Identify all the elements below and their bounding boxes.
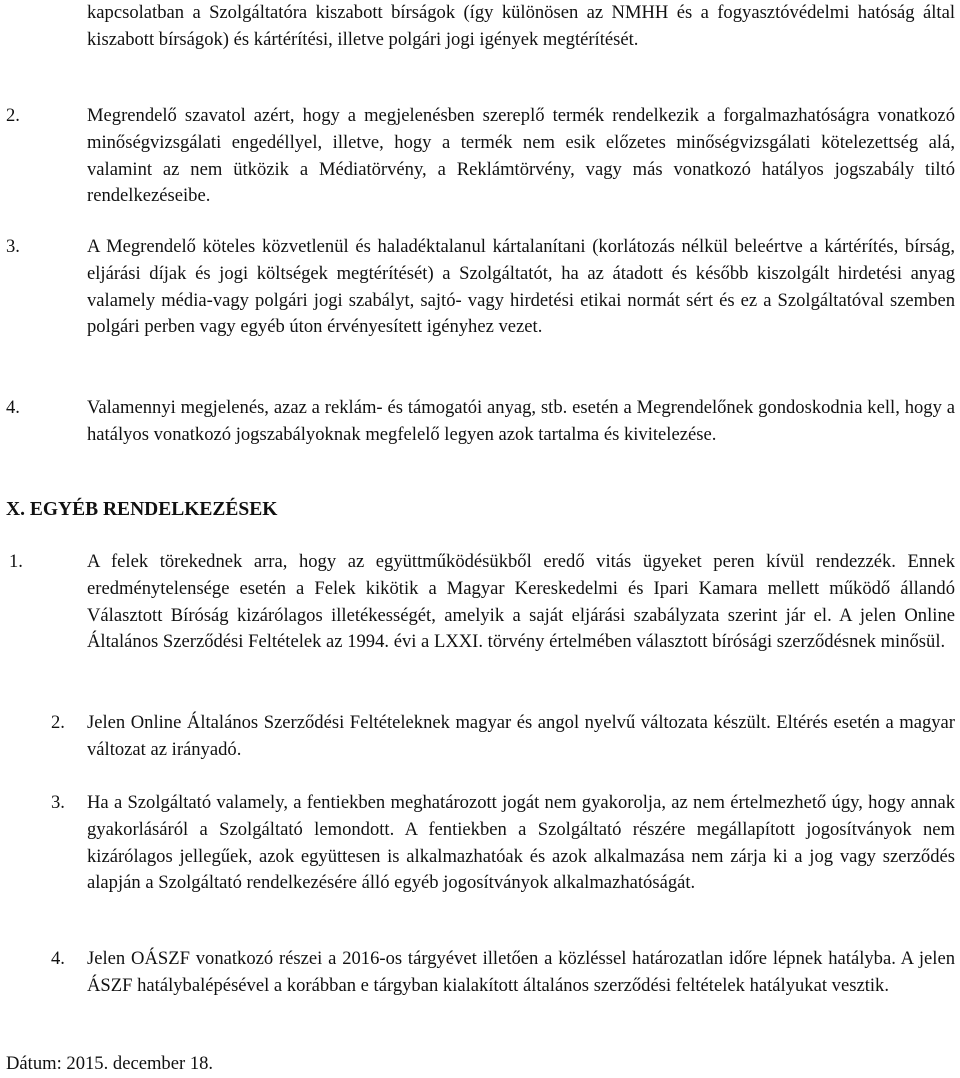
item-number: 4. (6, 397, 20, 418)
paragraph-item: Megrendelő szavatol azért, hogy a megjelenésben szereplő termék rendelkezik a forgalmazhatóságra vonatkozó minőségvizsgálati engedéllyel, illetve, hogy a termék nem esik előzetes minőségvizsgálati kötelezettség alá, valamint az nem ütközik a Médiatörvény, a Reklámtörvény, vagy más vonatkozó hatályos jogszabály tiltó rendelkezéseibe. (87, 105, 955, 207)
item-number: 4. (51, 948, 65, 969)
date-line: Dátum: 2015. december 18. (6, 1053, 214, 1074)
item-number: 3. (6, 236, 20, 257)
intro-paragraph: kapcsolatban a Szolgáltatóra kiszabott bírságok (így különösen az NMHH és a fogyasztóvédelmi hatóság által kiszabott bírságok) és kártérítési, illetve polgári jogi igények megtérítését. (87, 2, 955, 50)
paragraph-item: Jelen Online Általános Szerződési Feltételeknek magyar és angol nyelvű változata készült. Eltérés esetén a magyar változat az irányadó. (87, 712, 955, 760)
item-number: 2. (51, 712, 65, 733)
paragraph-item: Ha a Szolgáltató valamely, a fentiekben meghatározott jogát nem gyakorolja, az nem értelmezhető úgy, hogy annak gyakorlásáról a Szolgáltató lemondott. A fentiekben a Szolgáltató részére megállapított jogosítványok nem kizárólagos jellegűek, azok együttesen is alkalmazhatóak és azok alkalmazása nem zárja ki a jog vagy szerződés alapján a Szolgáltató rendelkezésére álló egyéb jogosítványok alkalmazhatóságát. (87, 792, 955, 894)
paragraph-item: Valamennyi megjelenés, azaz a reklám- és támogatói anyag, stb. esetén a Megrendelőnek gondoskodnia kell, hogy a hatályos vonatkozó jogszabályoknak megfelelő legyen azok tartalma és kivitelezése. (87, 397, 955, 445)
item-number: 2. (6, 105, 20, 126)
paragraph-item: Jelen OÁSZF vonatkozó részei a 2016-os tárgyévet illetően a közléssel határozatlan időre lépnek hatályba. A jelen ÁSZF hatálybalépésével a korábban e tárgyban kialakított általános szerződési feltételek hatályukat vesztik. (87, 948, 955, 996)
paragraph-item: A Megrendelő köteles közvetlenül és haladéktalanul kártalanítani (korlátozás nélkül beleértve a kártérítés, bírság, eljárási díjak és jogi költségek megtérítését) a Szolgáltatót, ha az átadott és később kiszolgált hirdetési anyag valamely média-vagy polgári jogi szabályt, sajtó- vagy hirdetési etikai normát sért és ez a Szolgáltatóval szemben polgári perben vagy egyéb úton érvényesített igényhez vezet. (87, 236, 955, 338)
paragraph-item: A felek törekednek arra, hogy az együttműködésükből eredő vitás ügyeket peren kívül rendezzék. Ennek eredménytelensége esetén a Felek kikötik a Magyar Kereskedelmi és Ipari Kamara mellett működő állandó Választott Bíróság kizárólagos illetékességét, amelyik a saját eljárási szabályzata szerint jár el. A jelen Online Általános Szerződési Feltételek az 1994. évi a LXXI. törvény értelmében választott bírósági szerződésnek minősül. (87, 551, 955, 653)
item-number: 3. (51, 792, 65, 813)
section-heading: X. EGYÉB RENDELKEZÉSEK (6, 499, 278, 520)
item-number: 1. (9, 551, 23, 572)
